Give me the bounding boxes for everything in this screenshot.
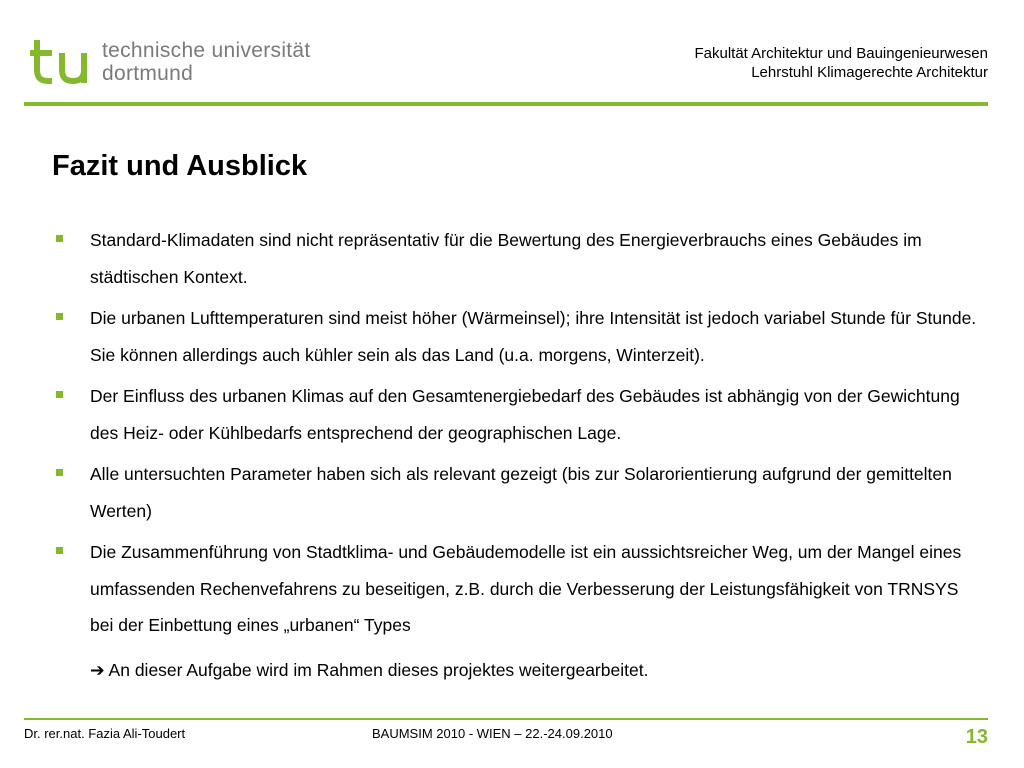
- tu-logo-icon: [28, 38, 92, 86]
- logo-line-1: technische universität: [102, 39, 311, 62]
- bullet-item: [52, 378, 982, 451]
- faculty-name: Fakultät Architektur und Bauingenieurwesen: [694, 45, 988, 62]
- bullet-item: [52, 456, 982, 529]
- bullet-text: Die urbanen Lufttemperaturen sind meist höher (Wärmeinsel); ihre Intensität ist jedoch variabel Stunde für Stunde. Sie können allerdings auch kühler sein als das Land (u.a. morgens, Winterzeit).: [90, 308, 977, 365]
- bullet-text: Die Zusammenführung von Stadtklima- und Gebäudemodelle ist ein aussichtsreicher Weg, um der Mangel eines umfassenden Rechenvefahrens zu beseitigen, z.B. durch die Verbesserung der Leistungsfähigkeit von TRNSYS bei der Einbettung eines „urbanen“ Types: [90, 542, 962, 635]
- bullet-item: [52, 222, 982, 295]
- university-logo: [28, 34, 328, 94]
- bullet-text: Standard-Klimadaten sind nicht repräsentativ für die Bewertung des Energieverbrauchs eines Gebäudes im städtischen Kontext.: [90, 230, 922, 287]
- footer-event: BAUMSIM 2010 - WIEN – 22.-24.09.2010: [372, 726, 613, 741]
- header-divider: [24, 102, 988, 106]
- page-number: 13: [965, 726, 988, 748]
- slide-title: Fazit und Ausblick: [52, 150, 308, 182]
- bullet-text: Der Einfluss des urbanen Klimas auf den Gesamtenergiebedarf des Gebäudes ist abhängig von der Gewichtung des Heiz- oder Kühlbedarfs entsprechend der geographischen Lage.: [90, 386, 960, 443]
- chair-name: Lehrstuhl Klimagerechte Architektur: [751, 64, 988, 81]
- bullet-square-icon: [56, 391, 63, 398]
- logo-line-2: dortmund: [102, 62, 194, 85]
- footer-divider: [24, 718, 988, 720]
- bullet-square-icon: [56, 235, 63, 242]
- footer-author: Dr. rer.nat. Fazia Ali-Toudert: [24, 726, 186, 741]
- bullet-square-icon: [56, 313, 63, 320]
- logo-wordmark: [102, 39, 311, 85]
- bullet-list: [52, 222, 982, 649]
- bullet-square-icon: [56, 547, 63, 554]
- conclusion-text: ➔ An dieser Aufgabe wird im Rahmen dieses projektes weitergearbeitet.: [90, 660, 649, 680]
- bullet-square-icon: [56, 469, 63, 476]
- bullet-text: Alle untersuchten Parameter haben sich als relevant gezeigt (bis zur Solarorientierung aufgrund der gemittelten Werten): [90, 464, 952, 521]
- bullet-item: [52, 300, 982, 373]
- bullet-item: [52, 534, 982, 644]
- faculty-info: [694, 44, 988, 82]
